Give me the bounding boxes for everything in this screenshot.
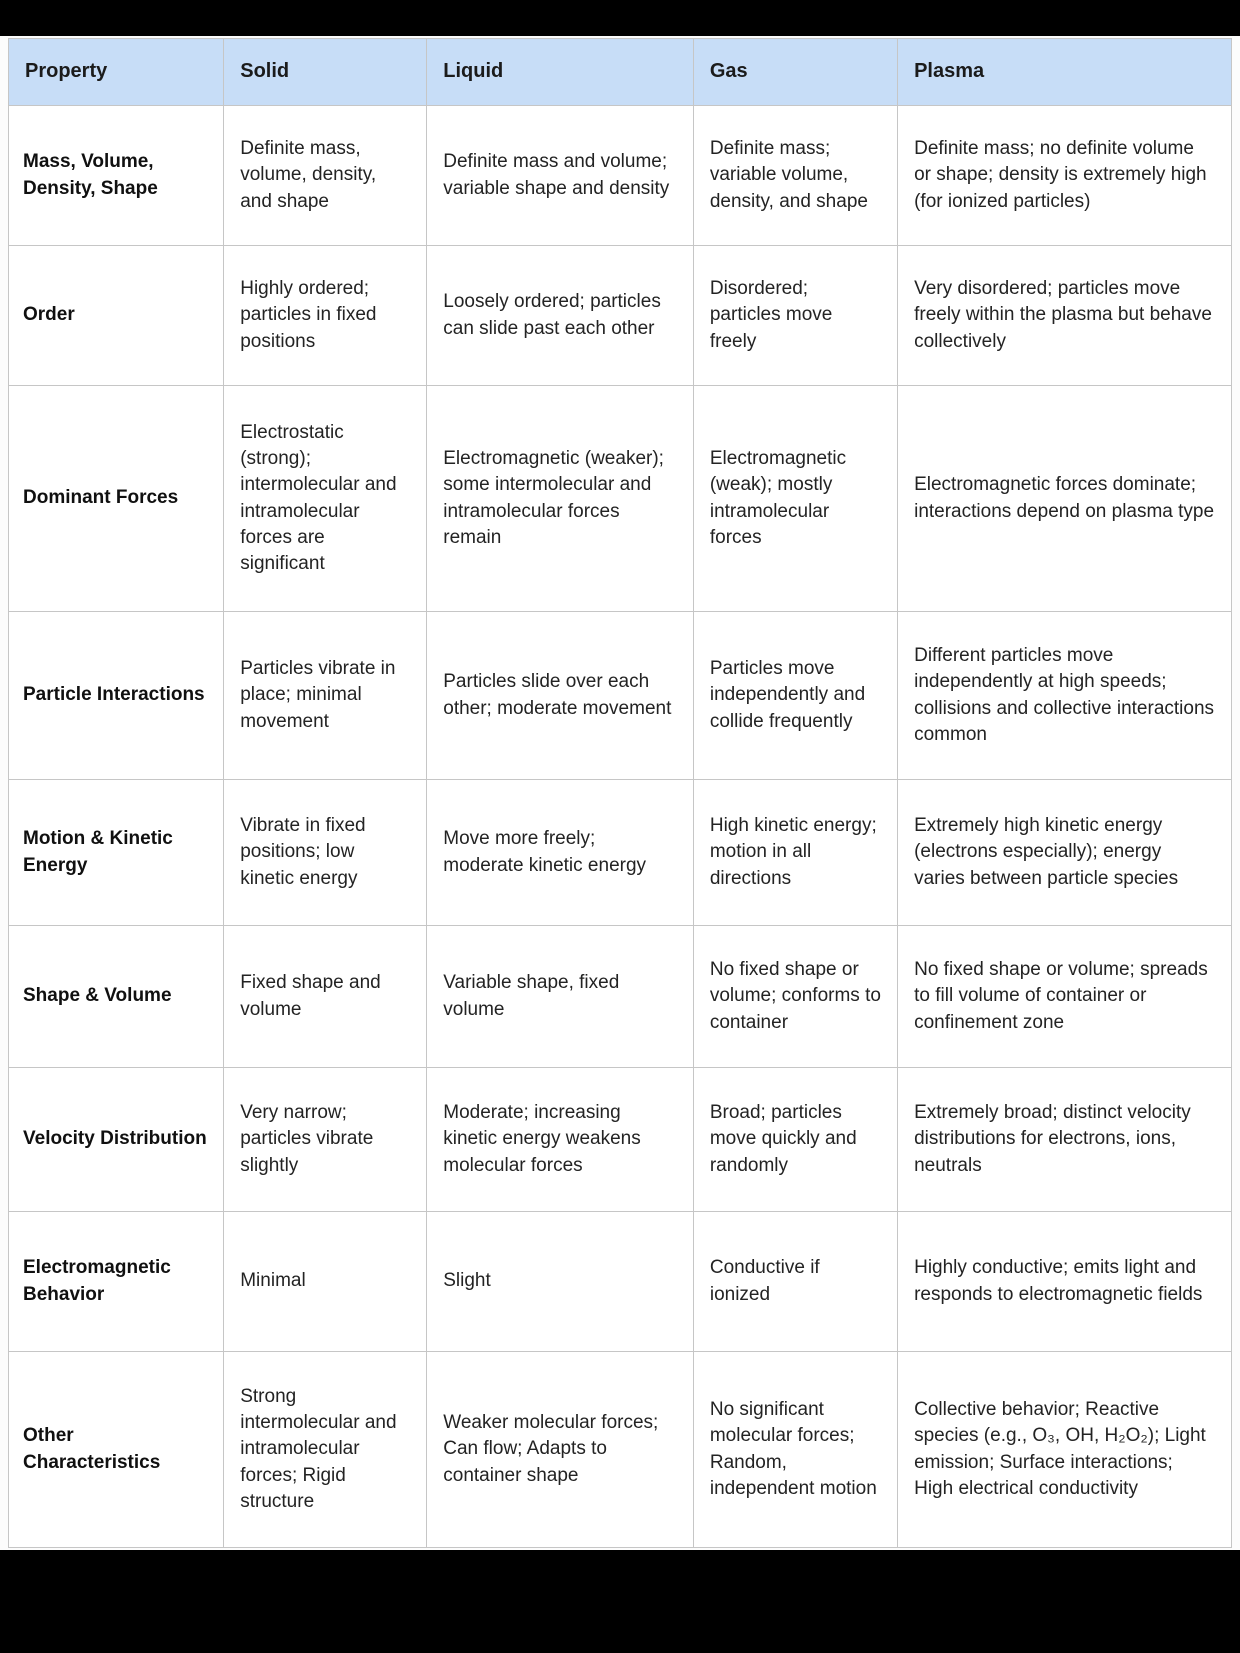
row-label: Shape & Volume [9,926,224,1068]
cell-liquid: Slight [427,1212,694,1352]
table-row [9,612,1232,780]
top-black-bar [0,0,1240,36]
row-label: Velocity Distribution [9,1068,224,1212]
cell-gas: Broad; particles move quickly and randomly [693,1068,897,1212]
row-label: Mass, Volume, Density, Shape [9,106,224,246]
cell-plasma: Highly conductive; emits light and responds to electromagnetic fields [898,1212,1232,1352]
cell-gas [693,106,897,246]
table-row [9,106,1232,246]
states-of-matter-table [8,38,1232,1548]
cell-solid: Strong intermolecular and intramolecular forces; Rigid structure [224,1352,427,1548]
cell-plasma: Electromagnetic forces dominate; interactions depend on plasma type [898,386,1232,612]
row-label: Motion & Kinetic Energy [9,780,224,926]
table-row [9,1068,1232,1212]
cell-liquid: Moderate; increasing kinetic energy weakens molecular forces [427,1068,694,1212]
cell-liquid: Electromagnetic (weaker); some intermolecular and intramolecular forces remain [427,386,694,612]
column-header-solid: Solid [224,39,427,106]
cell-plasma: No fixed shape or volume; spreads to fill volume of container or confinement zone [898,926,1232,1068]
cell-solid: Vibrate in fixed positions; low kinetic energy [224,780,427,926]
column-header-property: Property [9,39,224,106]
cell-liquid: Weaker molecular forces; Can flow; Adapts to container shape [427,1352,694,1548]
cell-gas: Particles move independently and collide frequently [693,612,897,780]
cell-gas: Electromagnetic (weak); mostly intramolecular forces [693,386,897,612]
cell-solid: Particles vibrate in place; minimal movement [224,612,427,780]
cell-gas: No fixed shape or volume; conforms to container [693,926,897,1068]
table-row [9,1352,1232,1548]
cell-solid: Electrostatic (strong); intermolecular and intramolecular forces are significant [224,386,427,612]
document-canvas [0,36,1240,1550]
cell-solid: Fixed shape and volume [224,926,427,1068]
cell-plasma: Extremely high kinetic energy (electrons especially); energy varies between particle species [898,780,1232,926]
column-header-liquid: Liquid [427,39,694,106]
row-label: Dominant Forces [9,386,224,612]
table-row [9,386,1232,612]
column-header-gas: Gas [693,39,897,106]
clipped-text: Definite mass; variable volume, density, and shape [709,138,868,212]
cell-solid: Very narrow; particles vibrate slightly [224,1068,427,1212]
cell-gas: Disordered; particles move freely [693,246,897,386]
bottom-black-bar [0,1550,1240,1653]
column-header-plasma: Plasma [898,39,1232,106]
cell-gas: No significant molecular forces; Random, independent motion [693,1352,897,1548]
cell-solid: Minimal [224,1212,427,1352]
row-label: Electromagnetic Behavior [9,1212,224,1352]
cell-gas: Conductive if ionized [693,1212,897,1352]
header-row [9,39,1232,106]
cell-plasma: Definite mass; no definite volume or shape; density is extremely high (for ionized particles) [898,106,1232,246]
cell-liquid: Move more freely; moderate kinetic energy [427,780,694,926]
table-body [9,106,1232,1548]
table-header [9,39,1232,106]
table-row [9,1212,1232,1352]
cell-liquid: Loosely ordered; particles can slide past each other [427,246,694,386]
table-row [9,246,1232,386]
cell-solid: Definite mass, volume, density, and shape [224,106,427,246]
cell-solid: Highly ordered; particles in fixed positions [224,246,427,386]
cell-plasma: Extremely broad; distinct velocity distributions for electrons, ions, neutrals [898,1068,1232,1212]
table-row [9,926,1232,1068]
cell-plasma: Different particles move independently at high speeds; collisions and collective interactions common [898,612,1232,780]
row-label: Particle Interactions [9,612,224,780]
cell-liquid: Particles slide over each other; moderate movement [427,612,694,780]
row-label: Other Characteristics [9,1352,224,1548]
cell-plasma: Collective behavior; Reactive species (e.g., O₃, OH, H₂O₂); Light emission; Surface interactions; High electrical conductivity [898,1352,1232,1548]
row-label: Order [9,246,224,386]
cell-liquid: Variable shape, fixed volume [427,926,694,1068]
cell-plasma: Very disordered; particles move freely within the plasma but behave collectively [898,246,1232,386]
table-row [9,780,1232,926]
cell-liquid: Definite mass and volume; variable shape and density [427,106,694,246]
cell-gas: High kinetic energy; motion in all directions [693,780,897,926]
